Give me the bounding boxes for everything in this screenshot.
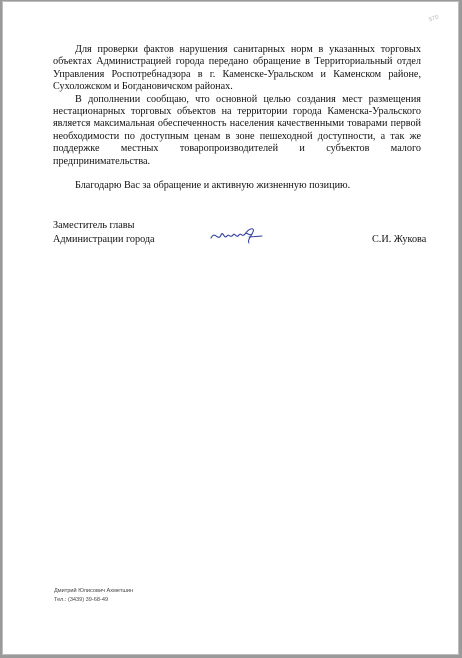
position-line-2: Администрации города [53, 233, 155, 245]
signatory-position [53, 219, 155, 246]
signatory-name: С.И. Жукова [372, 234, 427, 245]
paragraph-purpose: В дополнении сообщаю, что основной целью создания мест размещения нестационарных торговых объектов на территории города Каменска-Уральского является максимальная обеспеченность населения качественными товарами первой необходимости по доступным ценам в зоне пешеходной доступности, а так же поддержке местных товаропроизводителей и субъектов малого предпринимательства. [53, 93, 421, 167]
letter-body [53, 44, 421, 192]
document-page [3, 2, 458, 654]
corner-mark: 570 [428, 14, 440, 24]
handwritten-signature [209, 224, 263, 248]
executor-info [54, 587, 133, 604]
position-line-1: Заместитель главы [53, 220, 135, 231]
executor-phone: Тел.: (3439) 39-68-49 [54, 596, 109, 603]
executor-name: Дмитрий Юлисович Ахметшин [54, 588, 134, 594]
paragraph-inspection: Для проверки фактов нарушения санитарных норм в указанных торговых объектах Администрацией города передано обращение в Территориальный отдел Управления Роспотребнадзора в г. Каменске-Уральском и Каменском районе, Сухоложском и Богдановичском районах. [53, 44, 421, 93]
paragraph-thanks: Благодарю Вас за обращение и активную жизненную позицию. [75, 180, 351, 192]
